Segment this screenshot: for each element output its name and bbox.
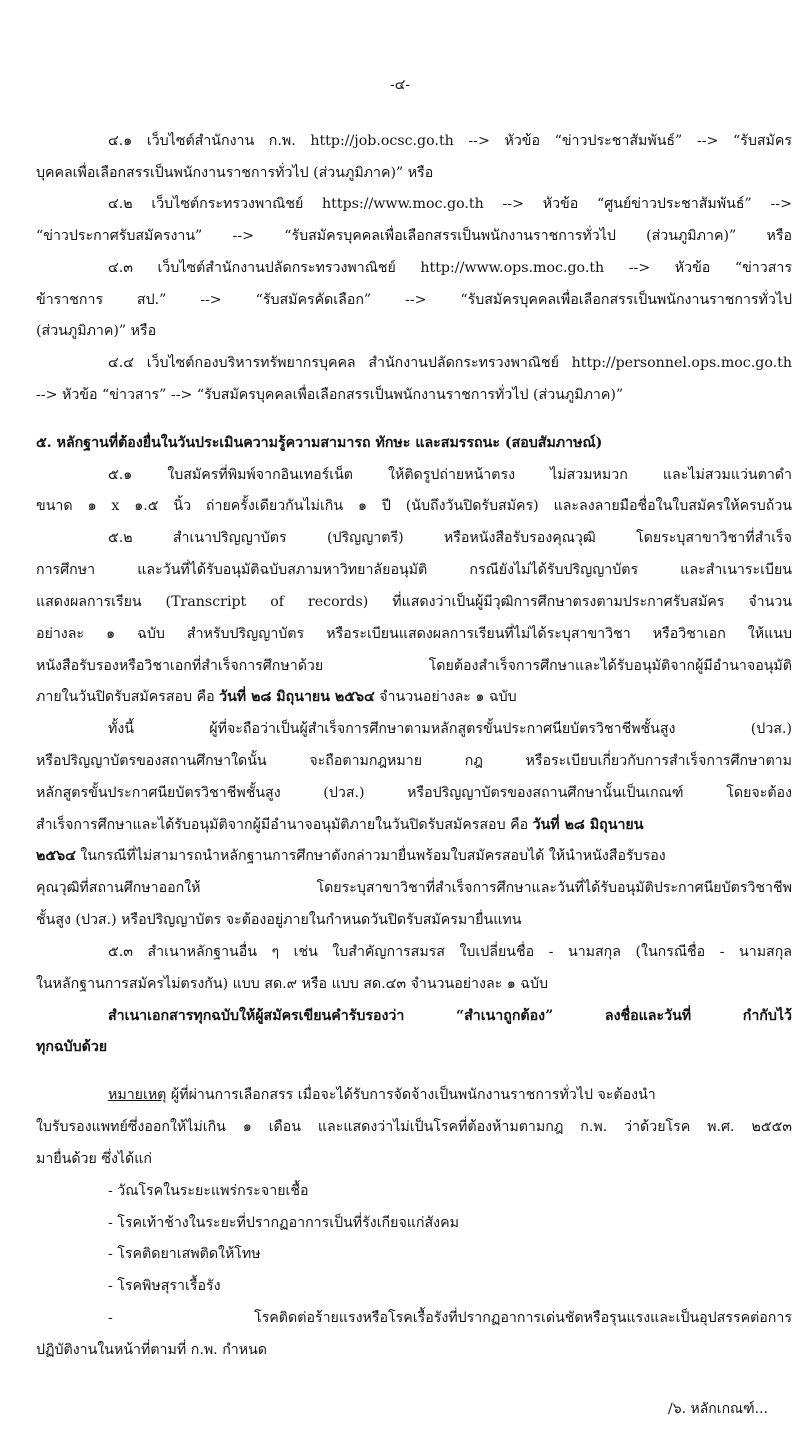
- item-4-2-line-2: “ข่าวประกาศรับสมัครงาน” --> “รับสมัครบุคคลเพื่อเลือกสรรเป็นพนักงานราชการทั่วไป (ส่วนภูมิภาค)” หรือ: [36, 228, 792, 244]
- item-5-3-line-1: ๕.๓ สำเนาหลักฐานอื่น ๆ เช่น ใบสำคัญการสมรส ใบเปลี่ยนชื่อ - นามสกุล (ในกรณีชื่อ - นามสกุล: [108, 944, 792, 960]
- certify-copies-line-2: ทุกฉบับด้วย: [36, 1039, 108, 1055]
- item-5-2-line-2: การศึกษา และวันที่ได้รับอนุมัติฉบับสภามหาวิทยาลัยอนุมัติ กรณียังไม่ได้รับปริญญาบัตร และสำเนาระเบียน: [36, 562, 792, 578]
- note-paragraph-line-1: ทั้งนี้ ผู้ที่จะถือว่าเป็นผู้สำเร็จการศึกษาตามหลักสูตรขั้นประกาศนียบัตรวิชาชีพชั้นสูง (ปวส.): [108, 721, 792, 737]
- disease-list-item: - วัณโรคในระยะแพร่กระจายเชื้อ: [108, 1183, 309, 1199]
- disease-list-item: - โรคติดยาเสพติดให้โทษ: [108, 1246, 261, 1262]
- remark-line-1: หมายเหตุ ผู้ที่ผ่านการเลือกสรร เมื่อจะได้รับการจัดจ้างเป็นพนักงานราชการทั่วไป จะต้องนำ: [108, 1087, 656, 1103]
- item-4-4-line-2: --> หัวข้อ “ข่าวสาร” --> “รับสมัครบุคคลเพื่อเลือกสรรเป็นพนักงานราชการทั่วไป (ส่วนภูมิภาค)”: [36, 387, 624, 403]
- deadline-date: วันที่ ๒๘ มิถุนายน ๒๕๖๔: [219, 689, 375, 705]
- item-5-2-line-1: ๕.๒ สำเนาปริญญาบัตร (ปริญญาตรี) หรือหนังสือรับรองคุณวุฒิ โดยระบุสาขาวิชาที่สำเร็จ: [108, 530, 792, 546]
- deadline-year: ๒๕๖๔: [36, 848, 76, 864]
- next-page-reference: /๖. หลักเกณฑ์...: [668, 1401, 769, 1417]
- disease-list-item: - โรคเท้าช้างในระยะที่ปรากฏอาการเป็นที่รังเกียจแก่สังคม: [108, 1215, 459, 1231]
- item-4-2-line-1: ๔.๒ เว็บไซต์กระทรวงพาณิชย์ https://www.moc.go.th --> หัวข้อ “ศูนย์ข่าวประชาสัมพันธ์” -->: [108, 196, 792, 212]
- item-4-3-line-3: (ส่วนภูมิภาค)” หรือ: [36, 323, 157, 339]
- item-5-2-line-5: หนังสือรับรองหรือวิชาเอกที่สำเร็จการศึกษาด้วย โดยต้องสำเร็จการศึกษาและได้รับอนุมัติจากผู้มีอำนาจอนุมัติ: [36, 658, 792, 674]
- item-5-2-line-6: ภายในวันปิดรับสมัครสอบ คือ วันที่ ๒๘ มิถุนายน ๒๕๖๔ จำนวนอย่างละ ๑ ฉบับ: [36, 689, 517, 705]
- item-4-1-line-2: บุคคลเพื่อเลือกสรรเป็นพนักงานราชการทั่วไป (ส่วนภูมิภาค)” หรือ: [36, 165, 434, 181]
- remark-line-3: มายื่นด้วย ซึ่งได้แก่: [36, 1151, 152, 1167]
- page-number: -๔-: [389, 77, 411, 93]
- item-4-3-line-1: ๔.๓ เว็บไซต์สำนักงานปลัดกระทรวงพาณิชย์ http://www.ops.moc.go.th --> หัวข้อ “ข่าวสาร: [108, 260, 792, 276]
- item-5-2-line-3: แสดงผลการเรียน (Transcript of records) ที่แสดงว่าเป็นผู้มีวุฒิการศึกษาตรงตามประกาศรับสมัคร จำนวน: [36, 594, 792, 610]
- disease-list-item-continued: ปฏิบัติงานในหน้าที่ตามที่ ก.พ. กำหนด: [36, 1342, 268, 1358]
- remark-line-2: ใบรับรองแพทย์ซึ่งออกให้ไม่เกิน ๑ เดือน และแสดงว่าไม่เป็นโรคที่ต้องห้ามตามกฎ ก.พ. ว่าด้วยโรค พ.ศ. ๒๕๕๓: [36, 1119, 792, 1135]
- item-5-1-line-1: ๕.๑ ใบสมัครที่พิมพ์จากอินเทอร์เน็ต ให้ติดรูปถ่ายหน้าตรง ไม่สวมหมวก และไม่สวมแว่นตาดำ: [108, 467, 792, 483]
- disease-list-item: - โรคพิษสุราเรื้อรัง: [108, 1278, 221, 1294]
- section-5-heading: ๕. หลักฐานที่ต้องยื่นในวันประเมินความรู้ความสามารถ ทักษะ และสมรรถนะ (สอบสัมภาษณ์): [36, 435, 603, 451]
- disease-list-item: - โรคติดต่อร้ายแรงหรือโรคเรื้อรังที่ปรากฏอาการเด่นชัดหรือรุนแรงและเป็นอุปสรรคต่อการ: [108, 1310, 792, 1326]
- remark-label: หมายเหตุ: [108, 1087, 167, 1103]
- item-4-3-line-2: ข้าราชการ สป.” --> “รับสมัครคัดเลือก” --> “รับสมัครบุคคลเพื่อเลือกสรรเป็นพนักงานราชการทั่วไป: [36, 292, 792, 308]
- note-paragraph-line-4: สำเร็จการศึกษาและได้รับอนุมัติจากผู้มีอำนาจอนุมัติภายในวันปิดรับสมัครสอบ คือ วันที่ ๒๘ มิถุนายน: [36, 817, 644, 833]
- item-5-1-line-2: ขนาด ๑ x ๑.๕ นิ้ว ถ่ายครั้งเดียวกันไม่เกิน ๑ ปี (นับถึงวันปิดรับสมัคร) และลงลายมือชื่อในใบสมัครให้ครบถ้วน: [36, 498, 792, 514]
- note-paragraph-line-6: คุณวุฒิที่สถานศึกษาออกให้ โดยระบุสาขาวิชาที่สำเร็จการศึกษาและวันที่ได้รับอนุมัติประกาศนียบัตรวิชาชีพ: [36, 880, 792, 896]
- certify-copies-line-1: สำเนาเอกสารทุกฉบับให้ผู้สมัครเขียนคำรับรองว่า “สำเนาถูกต้อง” ลงชื่อและวันที่ กำกับไว้: [108, 1008, 792, 1024]
- note-paragraph-line-5: ๒๕๖๔ ในกรณีที่ไม่สามารถนำหลักฐานการศึกษาดังกล่าวมายื่นพร้อมใบสมัครสอบได้ ให้นำหนังสือรับรอง: [36, 848, 666, 864]
- item-5-3-line-2: ในหลักฐานการสมัครไม่ตรงกัน) แบบ สด.๙ หรือ แบบ สด.๔๓ จำนวนอย่างละ ๑ ฉบับ: [36, 976, 548, 992]
- item-4-4-line-1: ๔.๔ เว็บไซต์กองบริหารทรัพยากรบุคคล สำนักงานปลัดกระทรวงพาณิชย์ http://personnel.ops.moc.go.th: [108, 355, 792, 371]
- note-paragraph-line-2: หรือปริญญาบัตรของสถานศึกษาใดนั้น จะถือตามกฎหมาย กฎ หรือระเบียบเกี่ยวกับการสำเร็จการศึกษาตาม: [36, 753, 792, 769]
- item-5-2-line-4: อย่างละ ๑ ฉบับ สำหรับปริญญาบัตร หรือระเบียนแสดงผลการเรียนที่ไม่ได้ระบุสาขาวิชา หรือวิชาเอก ให้แนบ: [36, 626, 792, 642]
- item-4-1-line-1: ๔.๑ เว็บไซต์สำนักงาน ก.พ. http://job.ocsc.go.th --> หัวข้อ “ข่าวประชาสัมพันธ์” --> “รับสมัคร: [108, 133, 792, 149]
- note-paragraph-line-7: ชั้นสูง (ปวส.) หรือปริญญาบัตร จะต้องอยู่ภายในกำหนดวันปิดรับสมัครมายื่นแทน: [36, 912, 522, 928]
- note-paragraph-line-3: หลักสูตรขั้นประกาศนียบัตรวิชาชีพชั้นสูง (ปวส.) หรือปริญญาบัตรของสถานศึกษานั้นเป็นเกณฑ์ โดยจะต้อง: [36, 785, 792, 801]
- deadline-date-2: วันที่ ๒๘ มิถุนายน: [532, 817, 644, 833]
